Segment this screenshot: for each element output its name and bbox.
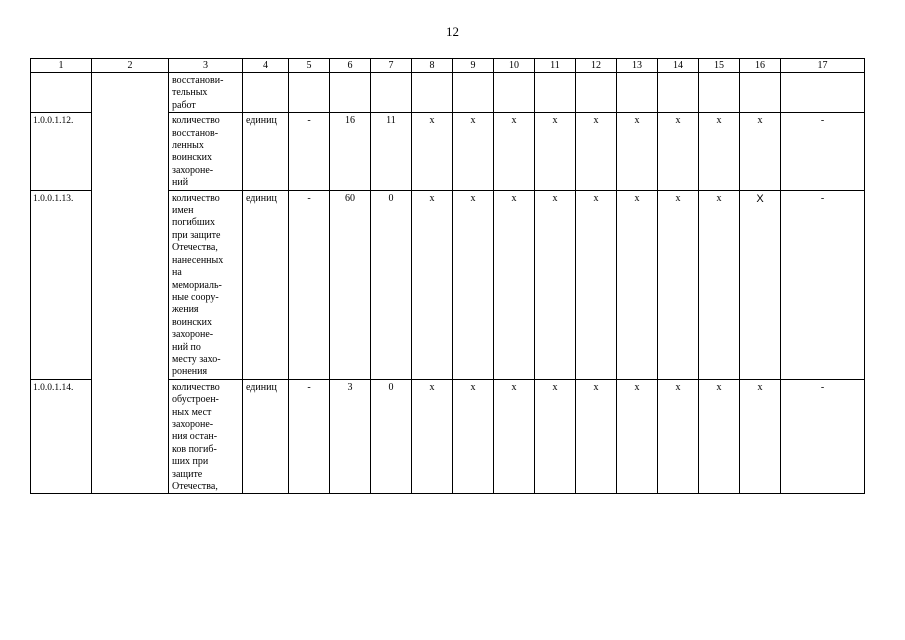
value-cell: - bbox=[289, 190, 330, 379]
value-cell: x bbox=[740, 113, 781, 190]
indicator-name-cell: количество обустроен- ных мест захороне- ния остан- ков погиб- ших при защите Отечества, bbox=[169, 379, 243, 494]
indicator-table bbox=[30, 58, 865, 494]
column-number: 7 bbox=[371, 59, 412, 73]
column-number: 3 bbox=[169, 59, 243, 73]
column-2-merged-cell bbox=[92, 73, 169, 494]
unit-cell: единиц bbox=[243, 379, 289, 494]
unit-cell bbox=[243, 73, 289, 113]
value-cell bbox=[453, 73, 494, 113]
row-code: 1.0.0.1.12. bbox=[31, 113, 92, 190]
value-cell: x bbox=[617, 190, 658, 379]
value-cell: x bbox=[412, 190, 453, 379]
value-cell: x bbox=[658, 113, 699, 190]
value-cell: 60 bbox=[330, 190, 371, 379]
column-number: 2 bbox=[92, 59, 169, 73]
value-cell: x bbox=[576, 379, 617, 494]
value-cell bbox=[576, 73, 617, 113]
column-number: 5 bbox=[289, 59, 330, 73]
value-cell: x bbox=[453, 113, 494, 190]
value-cell: 16 bbox=[330, 113, 371, 190]
column-number: 16 bbox=[740, 59, 781, 73]
code-cell bbox=[31, 73, 92, 113]
value-cell: x bbox=[576, 190, 617, 379]
value-cell bbox=[699, 73, 740, 113]
value-cell: x bbox=[535, 379, 576, 494]
value-cell: x bbox=[535, 190, 576, 379]
column-number: 10 bbox=[494, 59, 535, 73]
value-cell: x bbox=[494, 379, 535, 494]
column-number: 15 bbox=[699, 59, 740, 73]
value-cell bbox=[494, 73, 535, 113]
indicator-name-cell: количество восстанов- ленных воинских захороне- ний bbox=[169, 113, 243, 190]
value-cell: x bbox=[699, 379, 740, 494]
unit-cell: единиц bbox=[243, 113, 289, 190]
value-cell: 0 bbox=[371, 190, 412, 379]
value-cell: x bbox=[658, 379, 699, 494]
column-number: 8 bbox=[412, 59, 453, 73]
value-cell: x bbox=[658, 190, 699, 379]
value-cell: x bbox=[535, 113, 576, 190]
value-cell bbox=[617, 73, 658, 113]
value-cell bbox=[289, 73, 330, 113]
value-cell: x bbox=[412, 379, 453, 494]
value-cell: - bbox=[781, 379, 865, 494]
value-cell bbox=[330, 73, 371, 113]
column-number: 11 bbox=[535, 59, 576, 73]
column-number: 14 bbox=[658, 59, 699, 73]
value-cell bbox=[658, 73, 699, 113]
column-number: 9 bbox=[453, 59, 494, 73]
value-cell: x bbox=[740, 379, 781, 494]
column-number: 6 bbox=[330, 59, 371, 73]
value-cell: x bbox=[576, 113, 617, 190]
value-cell: x bbox=[699, 190, 740, 379]
column-number: 12 bbox=[576, 59, 617, 73]
value-cell bbox=[781, 73, 865, 113]
value-cell: - bbox=[781, 190, 865, 379]
row-code: 1.0.0.1.14. bbox=[31, 379, 92, 494]
value-cell: x bbox=[412, 113, 453, 190]
value-cell bbox=[371, 73, 412, 113]
value-cell: x bbox=[617, 113, 658, 190]
value-cell: - bbox=[289, 379, 330, 494]
column-number: 17 bbox=[781, 59, 865, 73]
value-cell: x bbox=[699, 113, 740, 190]
value-cell bbox=[740, 73, 781, 113]
value-cell: x bbox=[494, 190, 535, 379]
value-cell bbox=[412, 73, 453, 113]
value-cell: X bbox=[740, 190, 781, 379]
continuation-row bbox=[31, 73, 865, 113]
column-number: 4 bbox=[243, 59, 289, 73]
row-code: 1.0.0.1.13. bbox=[31, 190, 92, 379]
indicator-name-cell: количество имен погибших при защите Отечества, нанесенных на мемориаль- ные соору- жения воинских захороне- ний по месту захо- ронения bbox=[169, 190, 243, 379]
unit-cell: единиц bbox=[243, 190, 289, 379]
value-cell: 11 bbox=[371, 113, 412, 190]
indicator-name-cell: восстанови- тельных работ bbox=[169, 73, 243, 113]
page-number: 12 bbox=[446, 24, 459, 39]
value-cell: - bbox=[289, 113, 330, 190]
value-cell: x bbox=[453, 379, 494, 494]
value-cell: 3 bbox=[330, 379, 371, 494]
value-cell: x bbox=[494, 113, 535, 190]
value-cell bbox=[535, 73, 576, 113]
column-number: 1 bbox=[31, 59, 92, 73]
value-cell: 0 bbox=[371, 379, 412, 494]
value-cell: x bbox=[617, 379, 658, 494]
column-number-header-row bbox=[31, 59, 865, 73]
value-cell: - bbox=[781, 113, 865, 190]
column-number: 13 bbox=[617, 59, 658, 73]
value-cell: x bbox=[453, 190, 494, 379]
